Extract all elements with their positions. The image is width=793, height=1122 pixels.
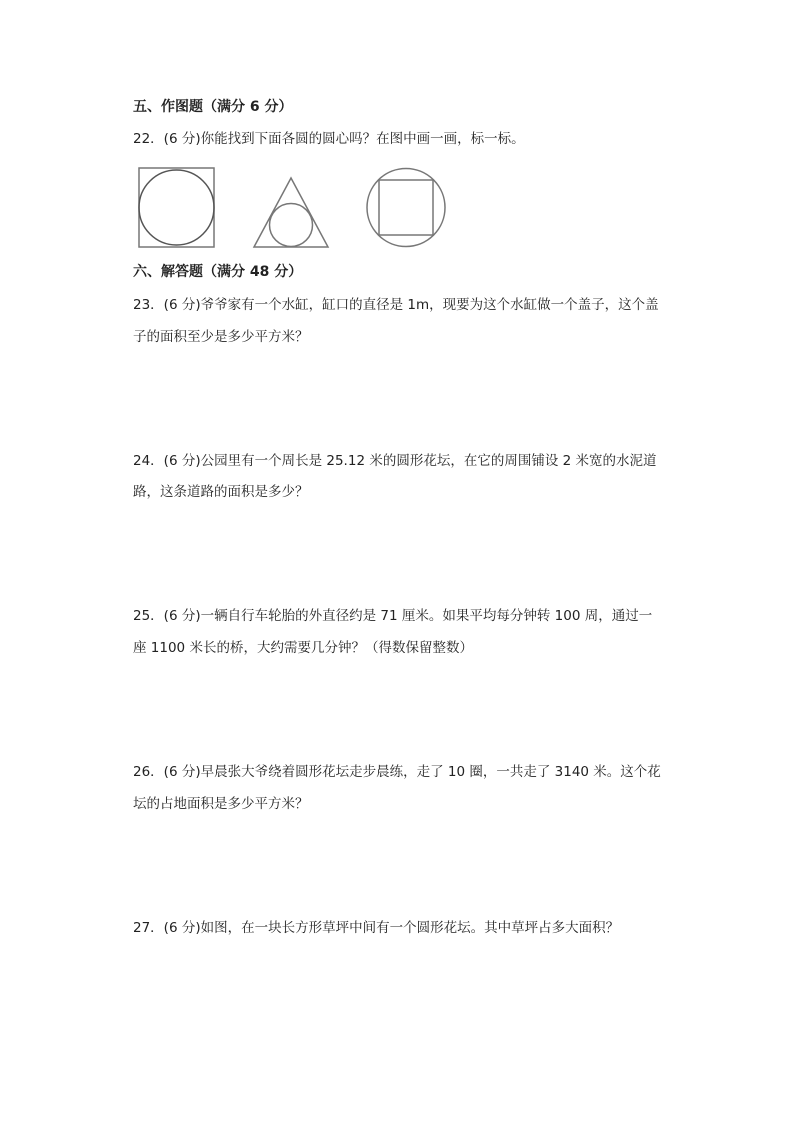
question-24-line-1: 24．(6 分)公园里有一个周长是 25.12 米的圆形花坛，在它的周围铺设 2 米宽的水泥道 [133, 453, 657, 469]
question-25-line-2: 座 1100 米长的桥，大约需要几分钟？（得数保留整数） [133, 640, 473, 656]
question-23-line-1: 23．(6 分)爷爷家有一个水缸，缸口的直径是 1m，现要为这个水缸做一个盖子，这个盖 [133, 297, 659, 313]
circle-with-inscribed-square [367, 169, 445, 247]
section-heading-answers: 六、解答题（满分 48 分） [133, 264, 303, 280]
square-with-inscribed-circle [139, 168, 214, 247]
triangle-with-inscribed-circle [254, 178, 328, 247]
question-26-line-1: 26．(6 分)早晨张大爷绕着圆形花坛走步晨练，走了 10 圈，一共走了 3140 米。这个花 [133, 764, 661, 780]
question-27: 27．(6 分)如图，在一块长方形草坪中间有一个圆形花坛。其中草坪占多大面积？ [133, 920, 620, 936]
question-24-line-2: 路，这条道路的面积是多少？ [133, 484, 309, 500]
question-25-line-1: 25．(6 分)一辆自行车轮胎的外直径约是 71 厘米。如果平均每分钟转 100 周，通过一 [133, 608, 653, 624]
question-22: 22．(6 分)你能找到下面各圆的圆心吗？在图中画一画，标一标。 [133, 131, 525, 147]
question-26-line-2: 坛的占地面积是多少平方米？ [133, 796, 309, 812]
question-22-figures [0, 0, 793, 260]
section-heading-drawing: 五、作图题（满分 6 分） [133, 99, 293, 115]
question-23-line-2: 子的面积至少是多少平方米？ [133, 329, 309, 345]
